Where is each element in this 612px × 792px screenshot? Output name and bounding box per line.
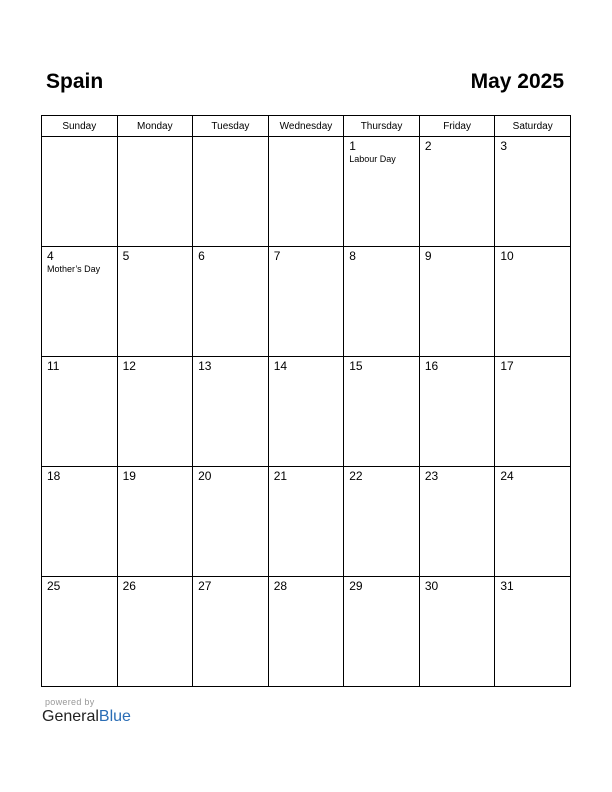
weekday-header: Thursday [344, 116, 420, 137]
day-cell [268, 357, 344, 467]
day-cell [117, 247, 193, 357]
day-number: 20 [198, 469, 212, 483]
weekday-header: Saturday [495, 116, 571, 137]
day-cell [419, 357, 495, 467]
day-cell [193, 247, 269, 357]
week-row [42, 357, 571, 467]
footer-branding [42, 697, 131, 726]
week-row [42, 247, 571, 357]
day-number: 23 [424, 469, 439, 483]
day-cell [344, 247, 420, 357]
day-cell [419, 467, 495, 577]
day-number [269, 137, 344, 140]
day-cell [419, 247, 495, 357]
weekday-header: Wednesday [268, 116, 344, 137]
day-cell [193, 467, 269, 577]
day-number: 7 [273, 249, 281, 263]
day-number: 26 [122, 579, 136, 593]
month-year-title: May 2025 [470, 70, 564, 93]
weekday-header-row [42, 116, 571, 137]
day-number: 18 [47, 469, 61, 483]
day-cell [268, 577, 344, 687]
day-cell [42, 467, 118, 577]
brand-blue-text: Blue [98, 708, 131, 725]
day-number: 10 [500, 249, 514, 263]
day-cell [42, 577, 118, 687]
day-number: 9 [424, 249, 432, 263]
day-number: 22 [349, 469, 363, 483]
holiday-label: Labour Day [349, 154, 396, 164]
week-row [42, 577, 571, 687]
day-cell [42, 247, 118, 357]
weekday-header: Friday [419, 116, 495, 137]
powered-by-label: powered by [45, 697, 95, 707]
day-cell [268, 467, 344, 577]
day-number: 25 [47, 579, 61, 593]
day-number: 5 [122, 249, 130, 263]
day-number: 15 [349, 359, 363, 373]
day-cell [495, 247, 571, 357]
weekday-header: Monday [117, 116, 193, 137]
day-number: 3 [500, 139, 508, 153]
day-cell [495, 137, 571, 247]
day-cell [495, 467, 571, 577]
day-cell [268, 137, 344, 247]
day-cell [495, 357, 571, 467]
day-cell [419, 577, 495, 687]
country-title: Spain [46, 70, 104, 93]
day-cell [344, 137, 420, 247]
day-number: 13 [198, 359, 212, 373]
day-cell [419, 137, 495, 247]
weekday-header: Sunday [42, 116, 118, 137]
day-cell [268, 247, 344, 357]
day-number: 28 [273, 579, 288, 593]
day-number [42, 137, 117, 140]
day-number: 1 [349, 139, 356, 153]
day-number: 31 [500, 579, 514, 593]
day-cell [495, 577, 571, 687]
day-cell [117, 357, 193, 467]
day-number: 11 [47, 359, 60, 373]
day-cell [193, 137, 269, 247]
day-number: 16 [424, 359, 439, 373]
day-number: 6 [198, 249, 205, 263]
day-number [118, 137, 193, 140]
day-cell [117, 137, 193, 247]
day-cell [344, 357, 420, 467]
weekday-header: Tuesday [193, 116, 269, 137]
week-row [42, 467, 571, 577]
day-cell [193, 357, 269, 467]
day-number: 17 [500, 359, 514, 373]
day-cell [344, 467, 420, 577]
day-number: 30 [424, 579, 439, 593]
day-number: 21 [273, 469, 288, 483]
day-number: 14 [273, 359, 288, 373]
day-number: 19 [122, 469, 136, 483]
day-number: 27 [198, 579, 212, 593]
week-row [42, 137, 571, 247]
day-number [193, 137, 268, 140]
day-number: 12 [122, 359, 136, 373]
day-cell [344, 577, 420, 687]
day-cell [117, 577, 193, 687]
generalblue-logo [42, 708, 131, 726]
day-number: 2 [424, 139, 432, 153]
day-number: 29 [349, 579, 363, 593]
day-number: 8 [349, 249, 356, 263]
day-number: 24 [500, 469, 514, 483]
day-number: 4 [47, 249, 54, 263]
calendar-grid [41, 115, 571, 687]
day-cell [117, 467, 193, 577]
day-cell [193, 577, 269, 687]
brand-general-text: General [42, 708, 99, 725]
holiday-label: Mother’s Day [47, 264, 101, 274]
day-cell [42, 357, 118, 467]
day-cell [42, 137, 118, 247]
